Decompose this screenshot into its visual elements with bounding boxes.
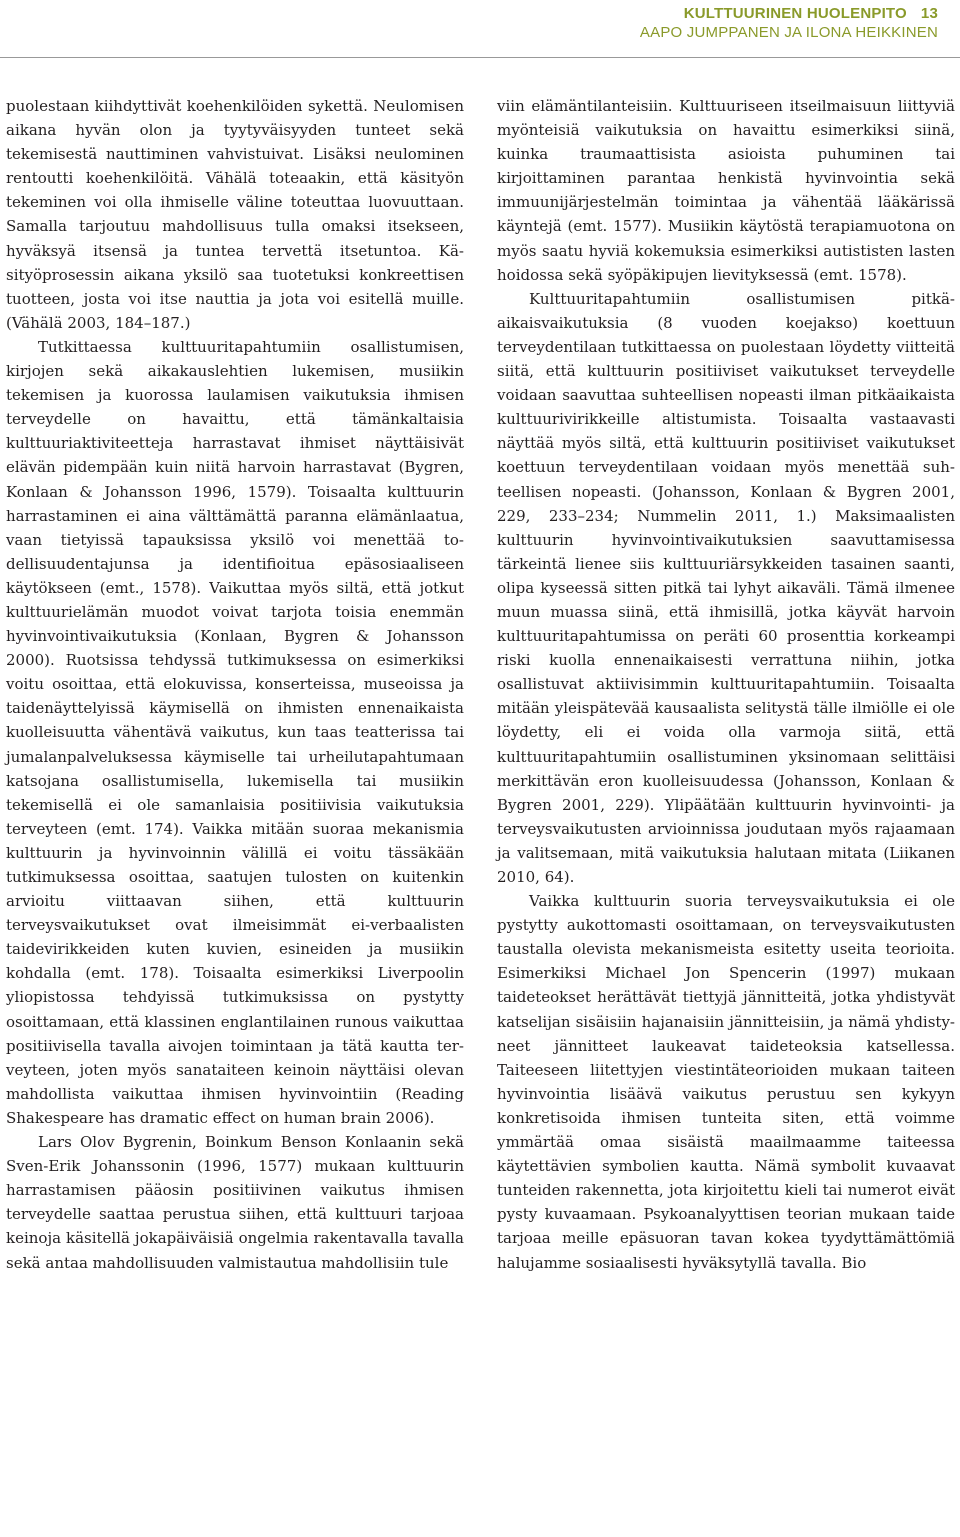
paragraph: Kulttuuritapahtumiin osallistumisen pitkäaikaisvaikutuksia (8 vuoden koejakso) koettuun terveydentilaan tutkittaessa on puolestaan löydetty viitteitä siitä, että kulttuurin positiiviset vaikutukset terveydelle voidaan saavuttaa suhteellisen nopeasti ilman pitkäaikaista kulttuurivirikkeille altistumista. Toisaalta vastaavasti näyttää myös siltä, että kulttuurin positiiviset vaikutukset koettuun terveydentilaan voidaan myös menettää suhteellisen nopeasti. (Johansson, Konlaan & Bygren 2001, 229, 233–234; Nummelin 2011, 1.) Maksimaalisten kulttuurin hyvinvointivaikutuksien saavuttamisessa tärkeintä lienee siis kulttuuriärsykkeiden tasainen saanti, olipa kyseessä sitten pitkä tai lyhyt aikaväli. Tämä ilmenee muun muassa siinä, että ihmisillä, jotka käyvät harvoin kulttuuritapahtumissa on peräti 60 prosenttia korkeampi riski kuolla ennenaikaisesti verrattuna niihin, jotka osallistuvat aktiivisimmin kulttuuritapahtumiin. Toisaalta mitään yleispätevää kausaalista selitystä tälle ilmiölle ei ole löydetty, eli ei voida olla varmoja siitä, että kulttuuritapahtumiin osallistuminen yksinomaan selittäisi merkittävän eron kuolleisuudessa (Johansson, Konlaan & Bygren 2001, 229). Ylipäätään kulttuurin hyvinvointi- ja terveysvaikutusten arvioinnissa joudutaan myös rajaamaan ja valitsemaan, mitä vaikutuksia halutaan mitata (Liikanen 2010, 64). (497, 289, 955, 886)
paragraph: Lars Olov Bygrenin, Boinkum Benson Konlaanin sekä Sven-Erik Johanssonin (1996, 1577) mukaan kulttuurin harrastamisen pääosin positiivinen vaikutus ihmisen terveydelle saattaa perustua siihen, että kulttuuri tarjoaa keinoja käsitellä jokapäiväisiä ongelmia rakentavalla tavalla sekä antaa mahdollisuuden valmistautua mahdollisiin tule (6, 1133, 464, 1272)
left-column (6, 94, 464, 1275)
right-column (497, 94, 955, 1275)
paragraph: puolestaan kiihdyttivät koehenkilöiden sykettä. Neulomisen aikana hyvän olon ja tyytyväisyyden tunteet sekä tekemisestä nauttiminen vahvistuivat. Lisäksi neulominen rentoutti koehenkilöitä. Vähälä toteaakin, että käsityön tekeminen voi olla ihmiselle väline toteuttaa luovuuttaan. Samalla tarjoutuu mahdollisuus tulla omaksi itsekseen, hyväksyä itsensä ja tuntea tervettä itsetuntoa. Käsityöprosessin aikana yksilö saa tuotetuksi konkreettisen tuotteen, josta voi itse nauttia ja jota voi esitellä muille. (Vähälä 2003, 184–187.) (6, 97, 464, 332)
header-divider (0, 57, 960, 58)
page-number: 13 (920, 5, 938, 22)
running-header (640, 5, 938, 43)
paragraph: viin elämäntilanteisiin. Kulttuuriseen itseilmaisuun liittyviä myönteisiä vaikutuksia on havaittu esimerkiksi siinä, kuinka traumaattisista asioista puhuminen tai kirjoittaminen parantaa henkistä hyvinvointia sekä immuunijärjestelmän toimintaa ja vähentää lääkärissä käyntejä (emt. 1577). Musiikin käytöstä terapiamuotona on myös saatu hyviä kokemuksia esimerkiksi autististen lasten hoidossa sekä syöpäkipujen lievityksessä (emt. 1578). (497, 97, 955, 284)
section-title: KULTTUURINEN HUOLENPITO (683, 5, 907, 22)
author-line: AAPO JUMPPANEN JA ILONA HEIKKINEN (639, 24, 938, 41)
paragraph: Tutkittaessa kulttuuritapahtumiin osallistumisen, kirjojen sekä aikakauslehtien lukemisen, musiikin tekemisen ja kuorossa laulamisen vaikutuksia ihmisen terveydelle on havaittu, että tämänkaltaisia kulttuuriaktiviteetteja harrastavat ihmiset näyttäisivät elävän pidempään kuin niitä harvoin harrastavat (Bygren, Konlaan & Johansson 1996, 1579). Toisaalta kulttuurin harrastaminen ei aina välttämättä paranna elämänlaatua, vaan tietyissä tapauksissa yksilö voi menettää todellisuudentajunsa ja identifioitua epäsosiaaliseen käytökseen (emt., 1578). Vaikuttaa myös siltä, että jotkut kulttuurielämän muodot voivat tarjota toisia enemmän hyvinvointivaikutuksia (Konlaan, Bygren & Johansson 2000). Ruotsissa tehdyssä tutkimuksessa on esimerkiksi voitu osoittaa, että elokuvissa, konserteissa, museoissa ja taidenäyttelyissä käymisellä on ihmisten ennenaikaista kuolleisuutta vähentävä vaikutus, kun taas teatterissa tai jumalanpalveluksessa käymiselle tai urheilutapahtumaan katsojana osallistumisella, lukemisella tai musiikin tekemisellä ei ole samanlaisia positiivisia vaikutuksia terveyteen (emt. 174). Vaikka mitään suoraa mekanismia kulttuurin ja hyvinvoinnin välillä ei voitu tässäkään tutkimuksessa osoittaa, saatujen tulosten on kuitenkin arvioitu viittaavan siihen, että kulttuurin terveysvaikutukset ovat ilmeisimmät ei-verbaalisten taidevirikkeiden kuten kuvien, esineiden ja musiikin kohdalla (emt. 178). Toisaalta esimerkiksi Liverpoolin yliopistossa tehdyissä tutkimuksissa on pystytty osoittamaan, että klassinen englantilainen runous vaikuttaa positiivisella tavalla aivojen toimintaan ja tätä kautta terveyteen, joten myös sanataiteen keinoin näyttäisi olevan mahdollista vaikuttaa ihmisen hyvinvointiin (Reading Shakespeare has dramatic effect on human brain 2006). (6, 337, 464, 1127)
paragraph: Vaikka kulttuurin suoria terveysvaikutuksia ei ole pystytty aukottomasti osoittamaan, on terveysvaikutusten taustalla olevista mekanismeista esitetty useita teorioita. Esimerkiksi Michael Jon Spencerin (1997) mukaan taideteokset herättävät tiettyjä jännitteitä, jotka yhdistyvät katselijan sisäisiin hajanaisiin jännitteisiin, ja nämä yhdistyneet jännitteet laukeavat taideteoksia katsellessa. Taiteeseen liitettyjen viestintäteorioiden mukaan taiteen hyvinvointia lisäävä vaikutus perustuu sen kykyyn konkretisoida ihmisen tunteita siten, että voimme ymmärtää omaa sisäistä maailmaamme taiteessa käytettävien symbolien kautta. Nämä symbolit kuvaavat tunteiden rakennetta, jota kirjoitettu kieli tai numerot eivät pysty kuvaamaan. Psykoanalyyttisen teorian mukaan taide tarjoaa meille epäsuoran tavan kokea tyydyttämättömiä halujamme sosiaalisesti hyväksytyllä tavalla. Bio (497, 892, 955, 1272)
